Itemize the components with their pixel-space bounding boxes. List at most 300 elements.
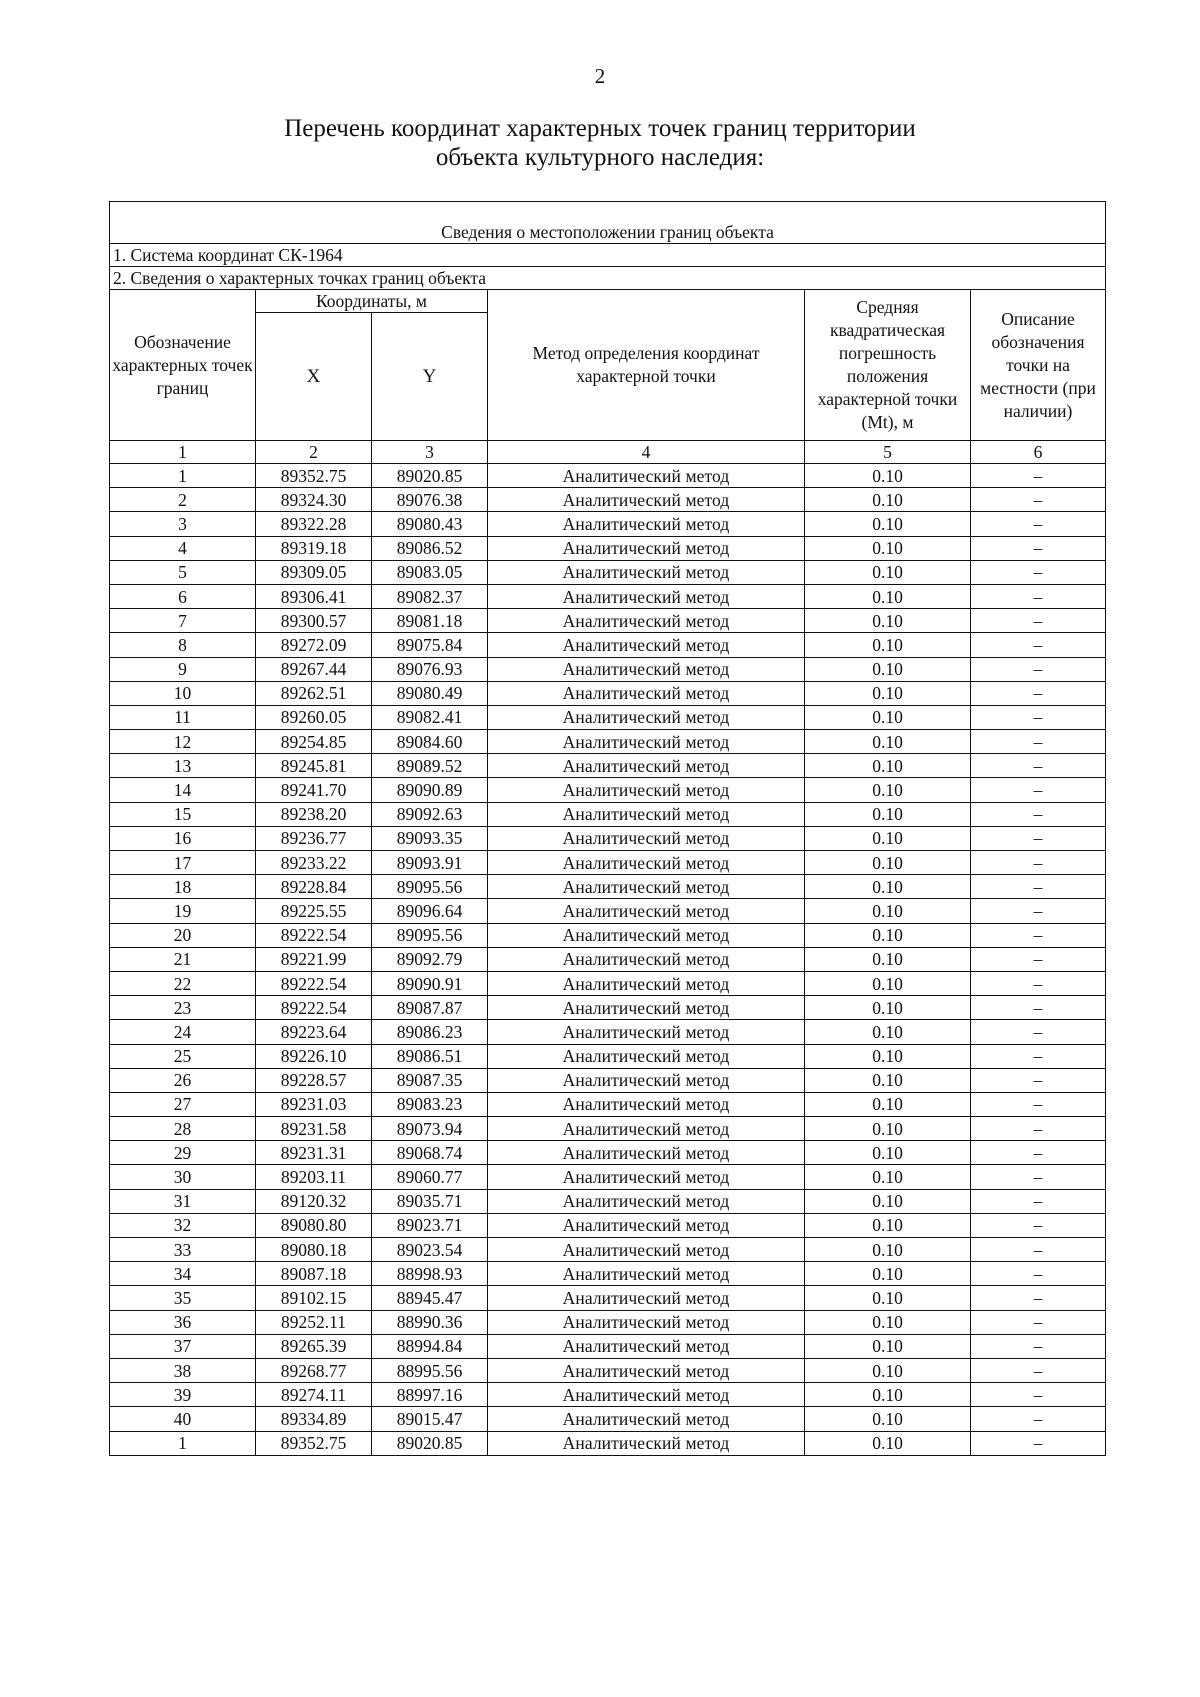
- header-designation: Обозначение характерных точек границ: [110, 290, 256, 441]
- x-coordinate-cell: 89274.11: [256, 1383, 372, 1407]
- error-cell: 0.10: [805, 1092, 971, 1116]
- table-row: [110, 1044, 1106, 1068]
- x-coordinate-cell: 89233.22: [256, 851, 372, 875]
- point-number-cell: 23: [110, 996, 256, 1020]
- description-cell: –: [971, 705, 1106, 729]
- method-cell: Аналитический метод: [488, 1310, 805, 1334]
- coordinate-system-row: 1. Система координат СК-1964: [110, 244, 1106, 267]
- error-cell: 0.10: [805, 1165, 971, 1189]
- title-line-2: объекта культурного наследия:: [435, 144, 765, 171]
- method-cell: Аналитический метод: [488, 899, 805, 923]
- method-cell: Аналитический метод: [488, 826, 805, 850]
- point-number-cell: 34: [110, 1262, 256, 1286]
- method-cell: Аналитический метод: [488, 1020, 805, 1044]
- x-coordinate-cell: 89226.10: [256, 1044, 372, 1068]
- table-row: [110, 923, 1106, 947]
- y-coordinate-cell: 89084.60: [372, 730, 488, 754]
- x-coordinate-cell: 89087.18: [256, 1262, 372, 1286]
- description-cell: –: [971, 1238, 1106, 1262]
- point-number-cell: 4: [110, 536, 256, 560]
- y-coordinate-cell: 89096.64: [372, 899, 488, 923]
- x-coordinate-cell: 89080.18: [256, 1238, 372, 1262]
- table-row: [110, 464, 1106, 488]
- point-number-cell: 26: [110, 1068, 256, 1092]
- point-number-cell: 24: [110, 1020, 256, 1044]
- method-cell: Аналитический метод: [488, 609, 805, 633]
- y-coordinate-cell: 89020.85: [372, 1431, 488, 1455]
- y-coordinate-cell: 89023.71: [372, 1213, 488, 1237]
- table-row: [110, 1262, 1106, 1286]
- point-number-cell: 6: [110, 584, 256, 608]
- point-number-cell: 11: [110, 705, 256, 729]
- table-row: [110, 1358, 1106, 1382]
- x-coordinate-cell: 89245.81: [256, 754, 372, 778]
- y-coordinate-cell: 89076.93: [372, 657, 488, 681]
- error-cell: 0.10: [805, 851, 971, 875]
- x-coordinate-cell: 89223.64: [256, 1020, 372, 1044]
- x-coordinate-cell: 89265.39: [256, 1334, 372, 1358]
- point-number-cell: 33: [110, 1238, 256, 1262]
- y-coordinate-cell: 89082.41: [372, 705, 488, 729]
- y-coordinate-cell: 89020.85: [372, 464, 488, 488]
- description-cell: –: [971, 633, 1106, 657]
- point-number-cell: 16: [110, 826, 256, 850]
- x-coordinate-cell: 89228.57: [256, 1068, 372, 1092]
- y-coordinate-cell: 89086.23: [372, 1020, 488, 1044]
- error-cell: 0.10: [805, 1044, 971, 1068]
- header-x: X: [256, 313, 372, 441]
- y-coordinate-cell: 89095.56: [372, 875, 488, 899]
- page-number: 2: [594, 64, 606, 88]
- x-coordinate-cell: 89231.58: [256, 1117, 372, 1141]
- description-cell: –: [971, 826, 1106, 850]
- point-number-cell: 17: [110, 851, 256, 875]
- error-cell: 0.10: [805, 536, 971, 560]
- header-error: Средняя квадратическая погрешность положения характерной точки (Мt), м: [805, 290, 971, 441]
- y-coordinate-cell: 89080.49: [372, 681, 488, 705]
- method-cell: Аналитический метод: [488, 488, 805, 512]
- point-number-cell: 35: [110, 1286, 256, 1310]
- error-cell: 0.10: [805, 1238, 971, 1262]
- x-coordinate-cell: 89102.15: [256, 1286, 372, 1310]
- point-number-cell: 36: [110, 1310, 256, 1334]
- points-caption-row: 2. Сведения о характерных точках границ объекта: [110, 267, 1106, 290]
- error-cell: 0.10: [805, 681, 971, 705]
- table-row: [110, 609, 1106, 633]
- error-cell: 0.10: [805, 778, 971, 802]
- description-cell: –: [971, 802, 1106, 826]
- point-number-cell: 18: [110, 875, 256, 899]
- error-cell: 0.10: [805, 923, 971, 947]
- error-cell: 0.10: [805, 802, 971, 826]
- error-cell: 0.10: [805, 826, 971, 850]
- table-row: [110, 1068, 1106, 1092]
- y-coordinate-cell: 89087.35: [372, 1068, 488, 1092]
- y-coordinate-cell: 89092.79: [372, 947, 488, 971]
- y-coordinate-cell: 89068.74: [372, 1141, 488, 1165]
- method-cell: Аналитический метод: [488, 536, 805, 560]
- description-cell: –: [971, 560, 1106, 584]
- point-number-cell: 1: [110, 464, 256, 488]
- method-cell: Аналитический метод: [488, 778, 805, 802]
- description-cell: –: [971, 923, 1106, 947]
- x-coordinate-cell: 89120.32: [256, 1189, 372, 1213]
- y-coordinate-cell: 89073.94: [372, 1117, 488, 1141]
- method-cell: Аналитический метод: [488, 705, 805, 729]
- point-number-cell: 1: [110, 1431, 256, 1455]
- method-cell: Аналитический метод: [488, 1238, 805, 1262]
- y-coordinate-cell: 89081.18: [372, 609, 488, 633]
- point-number-cell: 12: [110, 730, 256, 754]
- description-cell: –: [971, 1020, 1106, 1044]
- method-cell: Аналитический метод: [488, 971, 805, 995]
- table-row: [110, 1383, 1106, 1407]
- method-cell: Аналитический метод: [488, 1286, 805, 1310]
- table-row: [110, 971, 1106, 995]
- error-cell: 0.10: [805, 1262, 971, 1286]
- x-coordinate-cell: 89238.20: [256, 802, 372, 826]
- y-coordinate-cell: 89092.63: [372, 802, 488, 826]
- title-line-1: Перечень координат характерных точек границ территории: [284, 115, 916, 142]
- error-cell: 0.10: [805, 730, 971, 754]
- x-coordinate-cell: 89267.44: [256, 657, 372, 681]
- error-cell: 0.10: [805, 1068, 971, 1092]
- y-coordinate-cell: 89083.05: [372, 560, 488, 584]
- error-cell: 0.10: [805, 657, 971, 681]
- method-cell: Аналитический метод: [488, 1262, 805, 1286]
- table-row: [110, 1310, 1106, 1334]
- table-row: [110, 996, 1106, 1020]
- x-coordinate-cell: 89225.55: [256, 899, 372, 923]
- y-coordinate-cell: 89015.47: [372, 1407, 488, 1431]
- description-cell: –: [971, 875, 1106, 899]
- error-cell: 0.10: [805, 1286, 971, 1310]
- x-coordinate-cell: 89203.11: [256, 1165, 372, 1189]
- y-coordinate-cell: 88990.36: [372, 1310, 488, 1334]
- table-row: [110, 1213, 1106, 1237]
- x-coordinate-cell: 89236.77: [256, 826, 372, 850]
- error-cell: 0.10: [805, 1431, 971, 1455]
- table-row: [110, 536, 1106, 560]
- description-cell: –: [971, 730, 1106, 754]
- method-cell: Аналитический метод: [488, 802, 805, 826]
- error-cell: 0.10: [805, 754, 971, 778]
- point-number-cell: 22: [110, 971, 256, 995]
- y-coordinate-cell: 89086.51: [372, 1044, 488, 1068]
- x-coordinate-cell: 89352.75: [256, 464, 372, 488]
- error-cell: 0.10: [805, 705, 971, 729]
- table-row: [110, 1165, 1106, 1189]
- y-coordinate-cell: 89035.71: [372, 1189, 488, 1213]
- description-cell: –: [971, 1286, 1106, 1310]
- table-row: [110, 512, 1106, 536]
- y-coordinate-cell: 88994.84: [372, 1334, 488, 1358]
- method-cell: Аналитический метод: [488, 1092, 805, 1116]
- column-numbers-row: [110, 441, 1106, 464]
- method-cell: Аналитический метод: [488, 1189, 805, 1213]
- table-row: [110, 802, 1106, 826]
- error-cell: 0.10: [805, 1358, 971, 1382]
- description-cell: –: [971, 464, 1106, 488]
- point-number-cell: 21: [110, 947, 256, 971]
- x-coordinate-cell: 89221.99: [256, 947, 372, 971]
- x-coordinate-cell: 89080.80: [256, 1213, 372, 1237]
- description-cell: –: [971, 1334, 1106, 1358]
- description-cell: –: [971, 1262, 1106, 1286]
- description-cell: –: [971, 754, 1106, 778]
- y-coordinate-cell: 89080.43: [372, 512, 488, 536]
- table-row: [110, 947, 1106, 971]
- document-title: [0, 114, 1200, 172]
- column-number: 1: [110, 441, 256, 464]
- header-method: Метод определения координат характерной точки: [488, 290, 805, 441]
- y-coordinate-cell: 88998.93: [372, 1262, 488, 1286]
- header-coordinates: Координаты, м: [256, 290, 488, 313]
- table-row: [110, 633, 1106, 657]
- x-coordinate-cell: 89334.89: [256, 1407, 372, 1431]
- point-number-cell: 32: [110, 1213, 256, 1237]
- error-cell: 0.10: [805, 899, 971, 923]
- description-cell: –: [971, 1141, 1106, 1165]
- method-cell: Аналитический метод: [488, 1358, 805, 1382]
- point-number-cell: 19: [110, 899, 256, 923]
- y-coordinate-cell: 89086.52: [372, 536, 488, 560]
- table-row: [110, 851, 1106, 875]
- x-coordinate-cell: 89319.18: [256, 536, 372, 560]
- table-row: [110, 1141, 1106, 1165]
- error-cell: 0.10: [805, 464, 971, 488]
- point-number-cell: 14: [110, 778, 256, 802]
- method-cell: Аналитический метод: [488, 512, 805, 536]
- method-cell: Аналитический метод: [488, 1044, 805, 1068]
- description-cell: –: [971, 584, 1106, 608]
- method-cell: Аналитический метод: [488, 1165, 805, 1189]
- x-coordinate-cell: 89352.75: [256, 1431, 372, 1455]
- description-cell: –: [971, 1310, 1106, 1334]
- error-cell: 0.10: [805, 1117, 971, 1141]
- method-cell: Аналитический метод: [488, 1334, 805, 1358]
- error-cell: 0.10: [805, 609, 971, 633]
- table-row: [110, 1092, 1106, 1116]
- method-cell: Аналитический метод: [488, 1068, 805, 1092]
- error-cell: 0.10: [805, 1407, 971, 1431]
- column-number: 5: [805, 441, 971, 464]
- y-coordinate-cell: 89087.87: [372, 996, 488, 1020]
- description-cell: –: [971, 1407, 1106, 1431]
- error-cell: 0.10: [805, 1141, 971, 1165]
- method-cell: Аналитический метод: [488, 584, 805, 608]
- error-cell: 0.10: [805, 560, 971, 584]
- description-cell: –: [971, 947, 1106, 971]
- description-cell: –: [971, 1117, 1106, 1141]
- y-coordinate-cell: 89082.37: [372, 584, 488, 608]
- description-cell: –: [971, 681, 1106, 705]
- column-number: 4: [488, 441, 805, 464]
- description-cell: –: [971, 851, 1106, 875]
- y-coordinate-cell: 89093.35: [372, 826, 488, 850]
- description-cell: –: [971, 1165, 1106, 1189]
- point-number-cell: 25: [110, 1044, 256, 1068]
- method-cell: Аналитический метод: [488, 947, 805, 971]
- description-cell: –: [971, 1213, 1106, 1237]
- y-coordinate-cell: 88997.16: [372, 1383, 488, 1407]
- table-row: [110, 899, 1106, 923]
- description-cell: –: [971, 536, 1106, 560]
- point-number-cell: 38: [110, 1358, 256, 1382]
- method-cell: Аналитический метод: [488, 996, 805, 1020]
- x-coordinate-cell: 89300.57: [256, 609, 372, 633]
- point-number-cell: 27: [110, 1092, 256, 1116]
- point-number-cell: 10: [110, 681, 256, 705]
- x-coordinate-cell: 89241.70: [256, 778, 372, 802]
- x-coordinate-cell: 89306.41: [256, 584, 372, 608]
- x-coordinate-cell: 89322.28: [256, 512, 372, 536]
- point-number-cell: 29: [110, 1141, 256, 1165]
- point-number-cell: 3: [110, 512, 256, 536]
- header-y: Y: [372, 313, 488, 441]
- point-number-cell: 40: [110, 1407, 256, 1431]
- x-coordinate-cell: 89272.09: [256, 633, 372, 657]
- x-coordinate-cell: 89222.54: [256, 971, 372, 995]
- y-coordinate-cell: 89075.84: [372, 633, 488, 657]
- method-cell: Аналитический метод: [488, 875, 805, 899]
- description-cell: –: [971, 1044, 1106, 1068]
- y-coordinate-cell: 89076.38: [372, 488, 488, 512]
- description-cell: –: [971, 899, 1106, 923]
- description-cell: –: [971, 1189, 1106, 1213]
- y-coordinate-cell: 89060.77: [372, 1165, 488, 1189]
- point-number-cell: 20: [110, 923, 256, 947]
- method-cell: Аналитический метод: [488, 1407, 805, 1431]
- y-coordinate-cell: 89089.52: [372, 754, 488, 778]
- description-cell: –: [971, 609, 1106, 633]
- point-number-cell: 5: [110, 560, 256, 584]
- table-row: [110, 754, 1106, 778]
- description-cell: –: [971, 1068, 1106, 1092]
- x-coordinate-cell: 89260.05: [256, 705, 372, 729]
- y-coordinate-cell: 89023.54: [372, 1238, 488, 1262]
- table-row: [110, 826, 1106, 850]
- error-cell: 0.10: [805, 1383, 971, 1407]
- method-cell: Аналитический метод: [488, 1117, 805, 1141]
- error-cell: 0.10: [805, 488, 971, 512]
- point-number-cell: 30: [110, 1165, 256, 1189]
- table-row: [110, 1189, 1106, 1213]
- error-cell: 0.10: [805, 512, 971, 536]
- y-coordinate-cell: 89083.23: [372, 1092, 488, 1116]
- x-coordinate-cell: 89252.11: [256, 1310, 372, 1334]
- description-cell: –: [971, 1092, 1106, 1116]
- description-cell: –: [971, 778, 1106, 802]
- coordinates-table: [109, 201, 1106, 1456]
- table-row: [110, 1238, 1106, 1262]
- error-cell: 0.10: [805, 947, 971, 971]
- y-coordinate-cell: 89093.91: [372, 851, 488, 875]
- point-number-cell: 13: [110, 754, 256, 778]
- column-number: 3: [372, 441, 488, 464]
- point-number-cell: 37: [110, 1334, 256, 1358]
- method-cell: Аналитический метод: [488, 851, 805, 875]
- table-row: [110, 657, 1106, 681]
- description-cell: –: [971, 996, 1106, 1020]
- error-cell: 0.10: [805, 996, 971, 1020]
- column-number: 6: [971, 441, 1106, 464]
- table-row: [110, 705, 1106, 729]
- error-cell: 0.10: [805, 1310, 971, 1334]
- y-coordinate-cell: 88945.47: [372, 1286, 488, 1310]
- y-coordinate-cell: 88995.56: [372, 1358, 488, 1382]
- error-cell: 0.10: [805, 1020, 971, 1044]
- description-cell: –: [971, 488, 1106, 512]
- y-coordinate-cell: 89090.89: [372, 778, 488, 802]
- method-cell: Аналитический метод: [488, 560, 805, 584]
- table-row: [110, 1286, 1106, 1310]
- point-number-cell: 2: [110, 488, 256, 512]
- point-number-cell: 7: [110, 609, 256, 633]
- x-coordinate-cell: 89268.77: [256, 1358, 372, 1382]
- y-coordinate-cell: 89090.91: [372, 971, 488, 995]
- method-cell: Аналитический метод: [488, 730, 805, 754]
- point-number-cell: 31: [110, 1189, 256, 1213]
- y-coordinate-cell: 89095.56: [372, 923, 488, 947]
- error-cell: 0.10: [805, 1334, 971, 1358]
- description-cell: –: [971, 1358, 1106, 1382]
- x-coordinate-cell: 89262.51: [256, 681, 372, 705]
- x-coordinate-cell: 89222.54: [256, 996, 372, 1020]
- x-coordinate-cell: 89222.54: [256, 923, 372, 947]
- table-row: [110, 875, 1106, 899]
- column-number: 2: [256, 441, 372, 464]
- error-cell: 0.10: [805, 584, 971, 608]
- method-cell: Аналитический метод: [488, 464, 805, 488]
- table-row: [110, 1020, 1106, 1044]
- point-number-cell: 15: [110, 802, 256, 826]
- error-cell: 0.10: [805, 971, 971, 995]
- x-coordinate-cell: 89309.05: [256, 560, 372, 584]
- x-coordinate-cell: 89324.30: [256, 488, 372, 512]
- method-cell: Аналитический метод: [488, 1431, 805, 1455]
- table-row: [110, 560, 1106, 584]
- header-description: Описание обозначения точки на местности (при наличии): [971, 290, 1106, 441]
- table-row: [110, 730, 1106, 754]
- table-row: [110, 488, 1106, 512]
- description-cell: –: [971, 1431, 1106, 1455]
- method-cell: Аналитический метод: [488, 754, 805, 778]
- point-number-cell: 28: [110, 1117, 256, 1141]
- x-coordinate-cell: 89254.85: [256, 730, 372, 754]
- x-coordinate-cell: 89231.31: [256, 1141, 372, 1165]
- description-cell: –: [971, 512, 1106, 536]
- table-row: [110, 778, 1106, 802]
- description-cell: –: [971, 657, 1106, 681]
- method-cell: Аналитический метод: [488, 1141, 805, 1165]
- method-cell: Аналитический метод: [488, 923, 805, 947]
- table-row: [110, 1407, 1106, 1431]
- description-cell: –: [971, 1383, 1106, 1407]
- table-row: [110, 681, 1106, 705]
- error-cell: 0.10: [805, 1213, 971, 1237]
- error-cell: 0.10: [805, 633, 971, 657]
- table-caption: Сведения о местоположении границ объекта: [110, 202, 1106, 244]
- method-cell: Аналитический метод: [488, 1383, 805, 1407]
- error-cell: 0.10: [805, 875, 971, 899]
- description-cell: –: [971, 971, 1106, 995]
- point-number-cell: 9: [110, 657, 256, 681]
- table-row: [110, 1431, 1106, 1455]
- method-cell: Аналитический метод: [488, 633, 805, 657]
- table-row: [110, 1334, 1106, 1358]
- x-coordinate-cell: 89231.03: [256, 1092, 372, 1116]
